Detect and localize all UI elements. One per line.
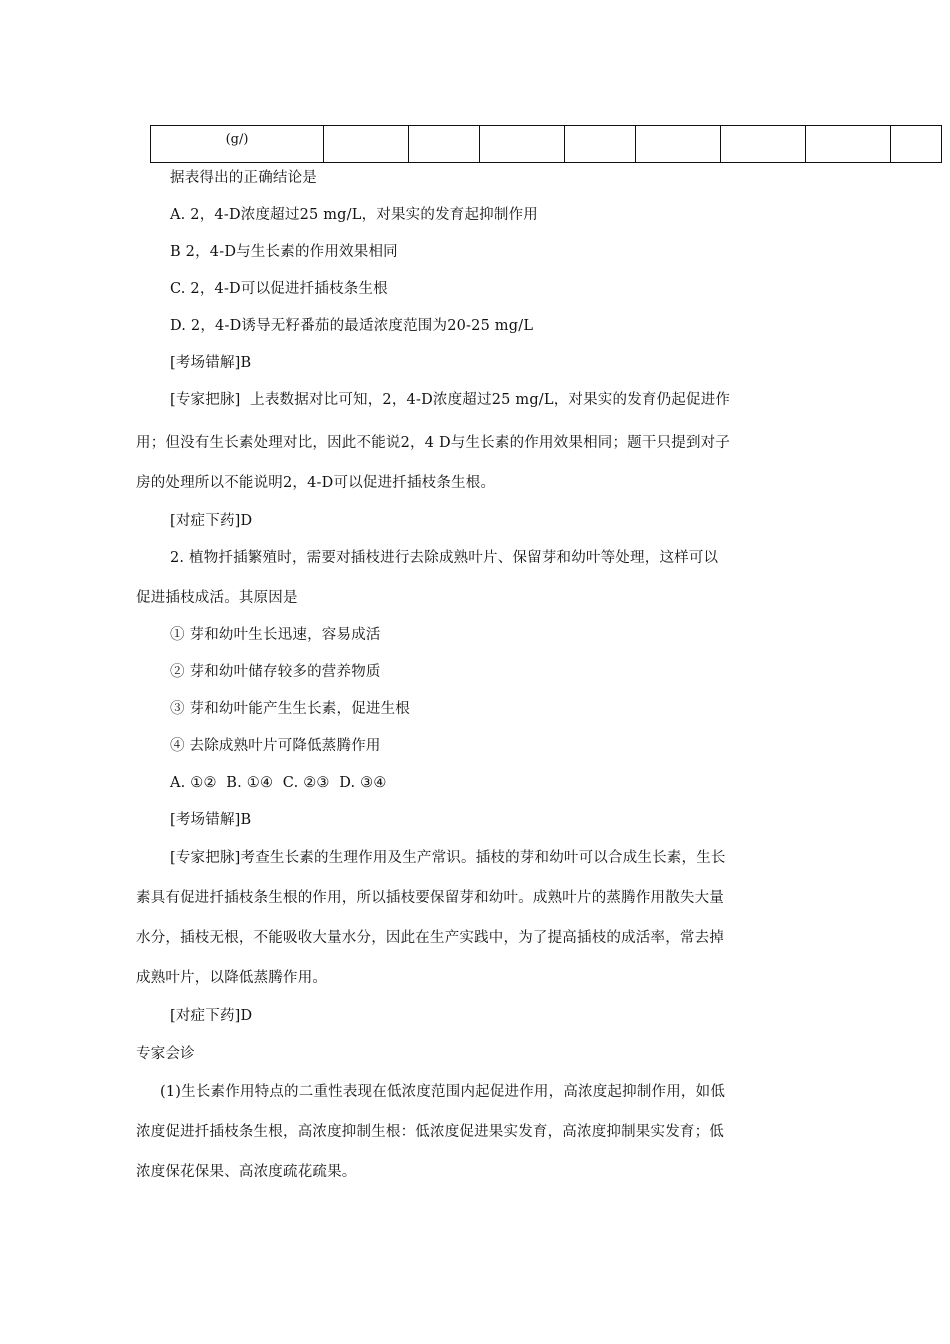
- expert-note-line: (1)生长素作用特点的二重性表现在低浓度范围内起促进作用，高浓度起抑制作用，如低: [160, 1084, 726, 1100]
- expert-analysis-line: 成熟叶片，以降低蒸腾作用。: [136, 970, 328, 986]
- answer-options: A. ①② B. ①④ C. ②③ D. ③④: [170, 775, 387, 791]
- expert-analysis-line: [专家把脉]考查生长素的生理作用及生产常识。插枝的芽和幼叶可以合成生长素，生长: [170, 850, 726, 866]
- question-2-line: 促进插枝成活。其原因是: [136, 590, 298, 606]
- option-c: C. 2，4-D可以促进扦插枝条生根: [170, 281, 388, 297]
- table-cell: [636, 126, 721, 163]
- option-a: A. 2，4-D浓度超过25 mg/L，对果实的发育起抑制作用: [170, 207, 538, 223]
- table-cell: [806, 126, 891, 163]
- expert-analysis-line: 用；但没有生长素处理对比，因此不能说2，4 D与生长素的作用效果相同；题干只提到对子: [136, 435, 731, 451]
- table-cell: [721, 126, 806, 163]
- table-cell-unit: (g/): [151, 126, 324, 163]
- table-cell: [891, 126, 942, 163]
- question-prompt: 据表得出的正确结论是: [170, 170, 317, 186]
- expert-note-line: 浓度促进扦插枝条生根，高浓度抑制生根：低浓度促进果实发育，高浓度抑制果实发育；低: [136, 1124, 724, 1140]
- expert-analysis-line: 水分，插枝无根，不能吸收大量水分，因此在生产实践中，为了提高插枝的成活率，常去掉: [136, 930, 724, 946]
- table-cell: [324, 126, 409, 163]
- data-table: [150, 125, 942, 163]
- table-cell: [409, 126, 480, 163]
- option-b: B 2，4-D与生长素的作用效果相同: [170, 244, 398, 260]
- expert-analysis-line: [专家把脉] 上表数据对比可知，2，4-D浓度超过25 mg/L，对果实的发育仍起促进作: [170, 392, 731, 408]
- statement-item: ④ 去除成熟叶片可降低蒸腾作用: [170, 738, 381, 754]
- table-cell: [565, 126, 636, 163]
- expert-analysis-line: 素具有促进扦插枝条生根的作用，所以插枝要保留芽和幼叶。成熟叶片的蒸腾作用散失大量: [136, 890, 724, 906]
- expert-analysis-line: 房的处理所以不能说明2，4-D可以促进扦插枝条生根。: [136, 475, 496, 491]
- question-2-line: 2. 植物扦插繁殖时，需要对插枝进行去除成熟叶片、保留芽和幼叶等处理，这样可以: [170, 550, 719, 566]
- correct-answer: [对症下药]D: [170, 513, 253, 529]
- section-heading: 专家会诊: [136, 1046, 195, 1062]
- wrong-answer: [考场错解]B: [170, 812, 252, 828]
- table-cell: [480, 126, 565, 163]
- wrong-answer: [考场错解]B: [170, 355, 252, 371]
- statement-item: ③ 芽和幼叶能产生生长素，促进生根: [170, 701, 411, 717]
- expert-note-line: 浓度保花保果、高浓度疏花疏果。: [136, 1164, 357, 1180]
- table-row: [151, 126, 942, 163]
- correct-answer: [对症下药]D: [170, 1008, 253, 1024]
- statement-item: ② 芽和幼叶储存较多的营养物质: [170, 664, 381, 680]
- option-d: D. 2，4-D诱导无籽番茄的最适浓度范围为20-25 mg/L: [170, 318, 534, 334]
- statement-item: ① 芽和幼叶生长迅速，容易成活: [170, 627, 381, 643]
